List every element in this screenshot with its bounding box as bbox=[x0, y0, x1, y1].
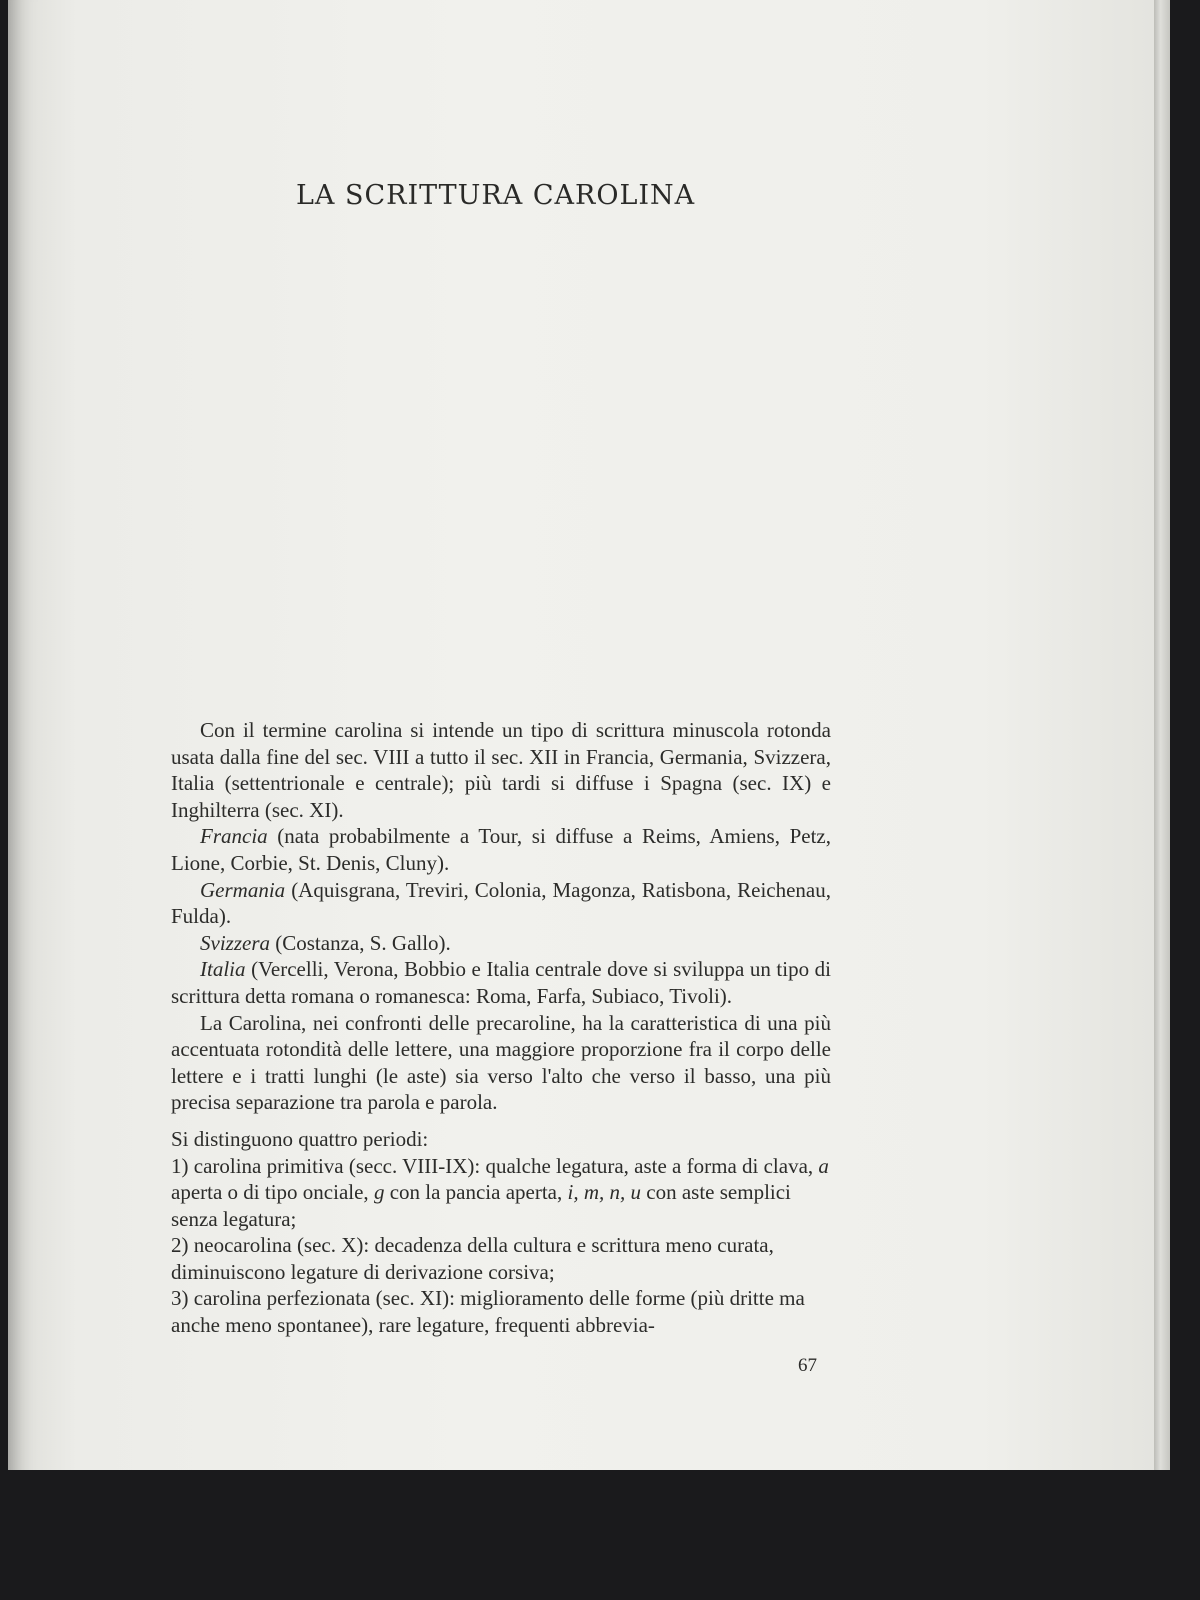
page-number: 67 bbox=[798, 1355, 817, 1376]
period-3: 3) carolina perfezionata (sec. XI): miglioramento delle forme (più dritte ma anche meno spontanee), rare legature, frequenti abbrevia- bbox=[171, 1286, 805, 1338]
body-text bbox=[171, 717, 831, 1339]
region-name: Italia bbox=[200, 957, 246, 982]
period-text: aperta o di tipo onciale, bbox=[171, 1180, 374, 1205]
region-text: (Vercelli, Verona, Bobbio e Italia centrale dove si sviluppa un tipo di scrittura detta romana o romanesca: Roma, Farfa, Subiaco, Tivoli). bbox=[171, 957, 831, 1008]
letter-g: g bbox=[373, 1180, 385, 1205]
characteristics-paragraph: La Carolina, nei confronti delle precaroline, ha la caratteristica di una più accentuata rotondità delle lettere, una maggiore proporzione fra il corpo delle lettere e i tratti lunghi (le aste) sia verso l'alto che verso il basso, una più precisa separazione tra parola e parola. bbox=[171, 1010, 831, 1115]
region-italia bbox=[171, 956, 831, 1009]
region-germania bbox=[171, 877, 831, 930]
region-text: (Aquisgrana, Treviri, Colonia, Magonza, Ratisbona, Reichenau, Fulda). bbox=[171, 877, 831, 929]
region-name: Francia bbox=[200, 824, 268, 849]
periods-intro: Si distinguono quattro periodi: bbox=[171, 1126, 429, 1151]
intro-paragraph: Con il termine carolina si intende un tipo di scrittura minuscola rotonda usata dalla fine del sec. VIII a tutto il sec. XII in Francia, Germania, Svizzera, Italia (settentrionale e centrale); più tardi si diffuse i Spagna (sec. IX) e Inghilterra (sec. XI). bbox=[171, 718, 831, 822]
chapter-title: LA SCRITTURA CAROLINA bbox=[296, 180, 696, 211]
dark-background bbox=[0, 1470, 1200, 1600]
book-page bbox=[8, 0, 1154, 1490]
letter-a: a bbox=[818, 1153, 829, 1178]
period-text: con la pancia aperta, bbox=[384, 1180, 568, 1205]
period-text: con aste semplici senza legatura; bbox=[171, 1180, 791, 1231]
period-1 bbox=[171, 1153, 831, 1233]
page-edge bbox=[1154, 0, 1170, 1470]
region-francia bbox=[171, 823, 831, 876]
period-2: 2) neocarolina (sec. X): decadenza della cultura e scrittura meno curata, diminuiscono legature di derivazione corsiva; bbox=[171, 1233, 774, 1284]
region-name: Svizzera bbox=[200, 930, 270, 955]
period-text: 1) carolina primitiva (secc. VIII-IX): qualche legatura, aste a forma di clava, bbox=[171, 1153, 819, 1178]
letters-imnu: i, m, n, u bbox=[567, 1180, 642, 1205]
region-name: Germania bbox=[200, 877, 286, 902]
region-svizzera bbox=[171, 930, 831, 957]
region-text: (nata probabilmente a Tour, si diffuse a Reims, Amiens, Petz, Lione, Corbie, St. Denis, Cluny). bbox=[171, 824, 831, 875]
periods-list bbox=[171, 1126, 831, 1339]
region-text: (Costanza, S. Gallo). bbox=[270, 930, 451, 955]
